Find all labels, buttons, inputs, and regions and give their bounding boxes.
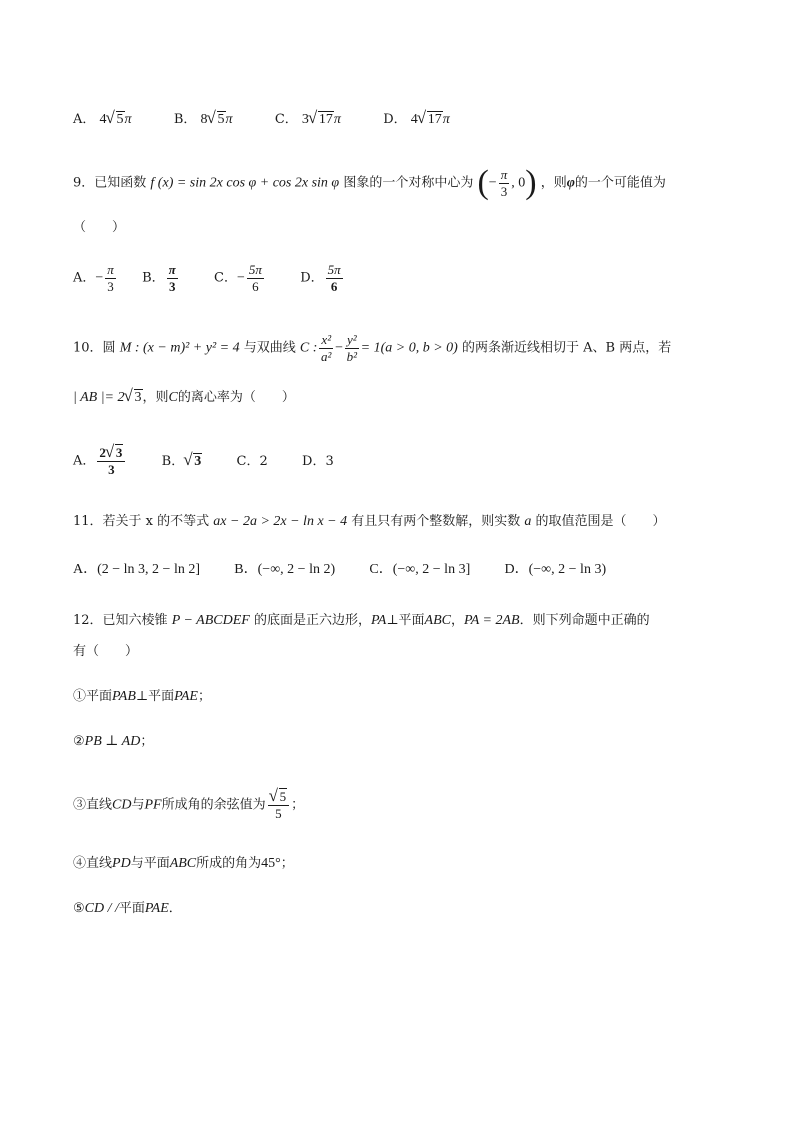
q12-statement-2: ②PB ⊥ AD； <box>73 734 154 749</box>
q8-option-b[interactable]: B． 8√ 5π <box>174 112 233 127</box>
q9-option-a[interactable]: A．− $\frac{\pi}{3}$ <box>73 262 114 294</box>
q10-option-a[interactable]: A． $\frac{2√ 3}{3}$ <box>73 446 127 476</box>
q9-answer-paren: （ ） <box>73 220 126 235</box>
q8-options <box>73 112 450 127</box>
q10-hyperbola-y-term: $\frac{\text{y²}}{\text{b²}}$ <box>346 332 358 364</box>
q9-options <box>73 263 345 293</box>
q10-option-c[interactable]: C．2 <box>236 453 268 469</box>
q8-option-d[interactable]: D． 4√ 17π <box>383 112 450 127</box>
q12-statement-5: ⑤CD / /平面PAE． <box>73 901 182 916</box>
q12-statement-1: ①平面PAB⊥平面PAE； <box>73 689 211 704</box>
q10-option-b[interactable]: B．√ 3 <box>162 454 203 469</box>
q8-option-c[interactable]: C． 3√ 17π <box>275 112 341 127</box>
q10-stem: 10．圆 M : (x − m)² + y² = 4 与双曲线 C : $\frac{\text{x²}}{\text{a²}}$ − $\frac{\text{y²}}{\text{b²}}$ = 1(a > 0, b > 0) 的两条渐近线相切于 A、B 两点，若 <box>73 332 672 364</box>
q12-stem: 12．已知六棱锥 P − ABCDEF 的底面是正六边形，PA⊥平面ABC，PA = 2AB．则下列命题中正确的 <box>73 613 650 628</box>
q11-inequality: ax − 2a > 2x − ln x − 4 <box>213 514 348 529</box>
q11-option-b[interactable]: B．(−∞, 2 − ln 2) <box>234 562 336 577</box>
q12-cosine-fraction: √ $\frac{5}{5}$ <box>268 790 290 820</box>
q10-hyperbola-x-term: $\frac{\text{x²}}{\text{a²}}$ <box>321 332 332 364</box>
q9-option-b[interactable]: B． $\frac{\pi}{3}$ <box>142 262 176 294</box>
q12-stem-line2: 有（ ） <box>73 644 139 659</box>
q12-statement-4: ④直线PD与平面ABC所成的角为45°； <box>73 856 294 871</box>
q11-option-a[interactable]: A．(2 − ln 3, 2 − ln 2] <box>73 562 201 577</box>
q9-option-d[interactable]: D． $\frac{5\pi}{6}$ <box>300 262 341 294</box>
q10-option-d[interactable]: D．3 <box>302 453 334 469</box>
q10-stem-line2: | AB |= 2√ 3，则C的离心率为（ ） <box>73 390 295 405</box>
q11-option-c[interactable]: C．(−∞, 2 − ln 3] <box>369 562 471 577</box>
q9-stem: 9．已知函数 f (x) = sin 2x cos φ + cos 2x sin φ 图象的一个对称中心为 (− $\frac{\pi}{3}$ , 0) ，则φ的一个可能值为 <box>73 164 666 201</box>
q10-circle-equation: M : (x − m)² + y² = 4 <box>119 340 240 356</box>
q12-statement-3: ③直线CD与PF所成角的余弦值为 √ $\frac{5}{5}$ ； <box>73 790 304 820</box>
q11-stem: 11．若关于 x 的不等式 ax − 2a > 2x − ln x − 4 有且只有两个整数解，则实数 a 的取值范围是（ ） <box>73 514 666 529</box>
q11-options <box>73 563 606 577</box>
q8-option-a[interactable]: A． 4√ 5π <box>73 112 132 127</box>
q11-option-d[interactable]: D．(−∞, 2 − ln 3) <box>504 562 607 577</box>
q10-options <box>73 446 334 476</box>
q9-function: f (x) = sin 2x cos φ + cos 2x sin φ <box>150 175 340 191</box>
q9-option-c[interactable]: C．− $\frac{5\pi}{6}$ <box>214 262 262 294</box>
q9-center-fraction: $\frac{\pi}{3}$ <box>500 166 508 199</box>
